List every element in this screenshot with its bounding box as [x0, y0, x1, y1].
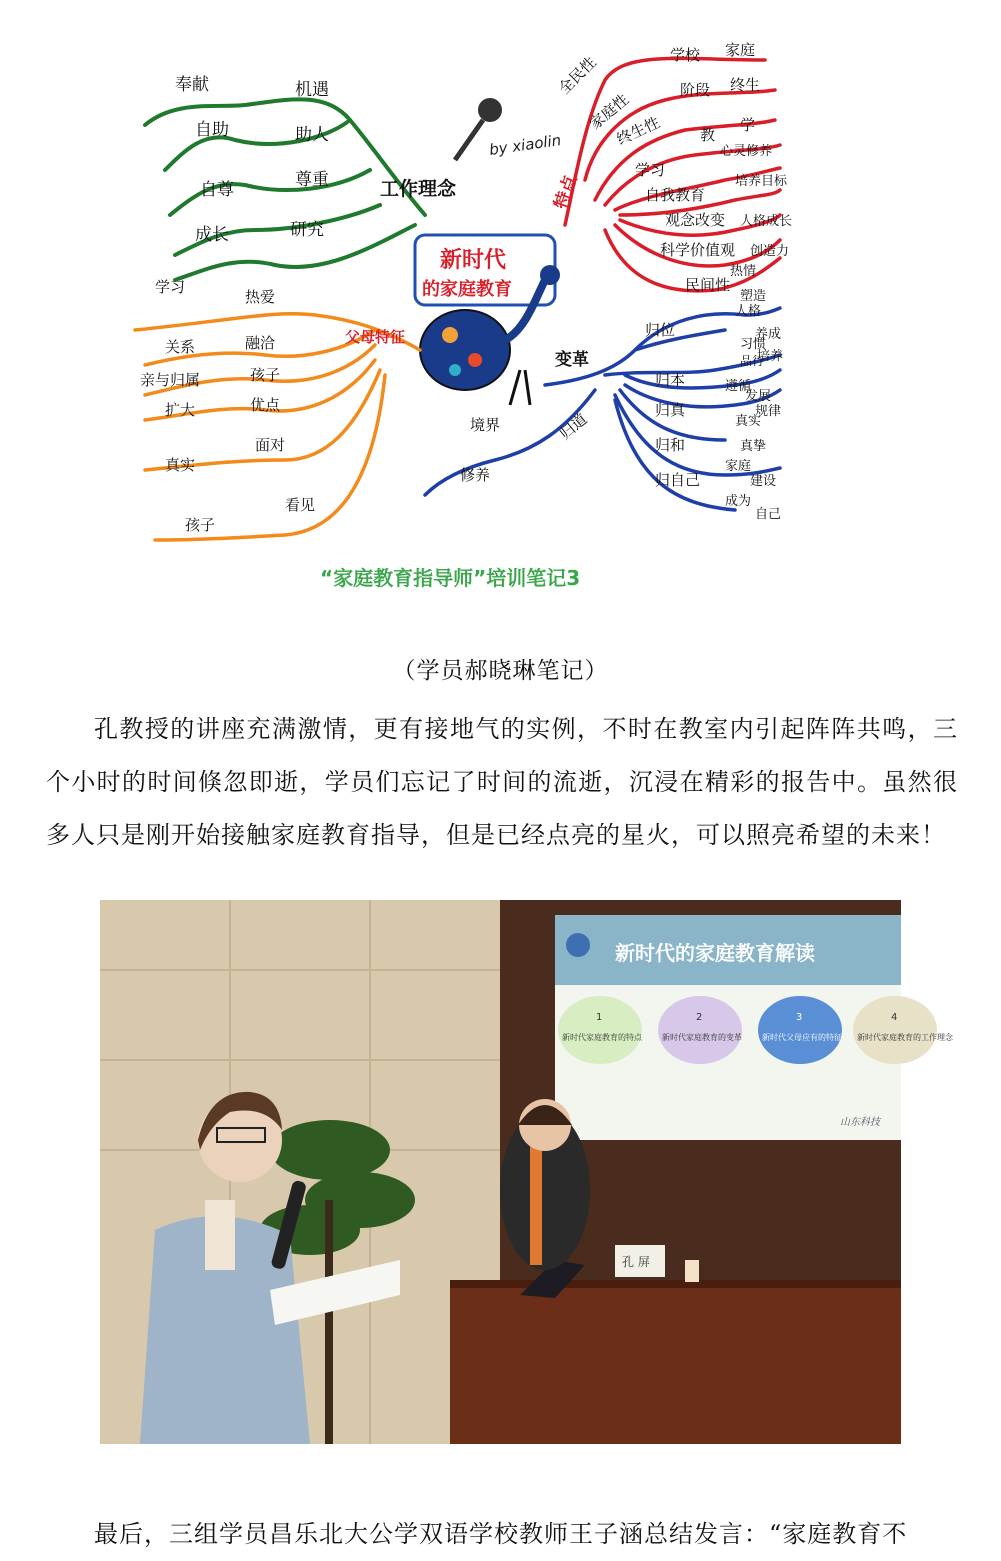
parents-word: 面对 [255, 436, 286, 454]
work-word: 自助 [195, 120, 229, 140]
traits-word: 科学价值观 [660, 241, 736, 259]
work-word: 机遇 [295, 80, 329, 100]
svg-text:山东科技: 山东科技 [840, 1117, 880, 1128]
lecture-photo [100, 900, 953, 1444]
cup-illustration [685, 1260, 699, 1282]
change-word: 归道 [556, 409, 591, 444]
svg-text:孔 屏: 孔 屏 [622, 1255, 650, 1269]
change-word: 人格 [735, 304, 762, 319]
change-word: 习惯 [740, 337, 767, 352]
svg-text:新时代家庭教育的工作理念: 新时代家庭教育的工作理念 [857, 1033, 953, 1042]
change-word: 归自己 [655, 471, 701, 489]
traits-word: 自我教育 [645, 186, 706, 204]
change-word: 规律 [755, 404, 782, 419]
traits-word: 观念改变 [665, 211, 726, 229]
change-word: 真挚 [740, 439, 767, 454]
change-word: 塑造 [740, 289, 767, 304]
parents-word: 孩子 [185, 516, 216, 534]
traits-word: 民间性 [685, 276, 731, 294]
parents-word: 关系 [165, 338, 196, 356]
parents-word: 优点 [250, 396, 281, 414]
image-caption: （学员郝晓琳笔记） [392, 658, 609, 684]
traits-word: 教 [700, 126, 716, 144]
slide-item [758, 996, 842, 1064]
change-word: 遵循 [725, 379, 752, 394]
traits-word: 学 [740, 116, 756, 134]
svg-text:新时代的家庭教育解读: 新时代的家庭教育解读 [615, 941, 815, 965]
svg-text:3: 3 [796, 1012, 803, 1023]
change-word: 归本 [655, 371, 686, 389]
traits-word: 人格成长 [740, 214, 793, 229]
parents-word: 亲与归属 [140, 371, 201, 389]
mindmap-footer: “家庭教育指导师”培训笔记3 [320, 566, 581, 590]
parents-word: 看见 [285, 496, 316, 514]
change-word: 修养 [460, 466, 491, 484]
projector-slide [555, 915, 954, 1140]
change-word: 培养 [757, 349, 784, 364]
work-word: 助人 [295, 125, 329, 145]
change-word: 发展 [745, 389, 772, 404]
traits-word: 心灵修养 [720, 144, 773, 159]
traits-word: 家庭 [725, 41, 756, 59]
signature: by xiaolin [488, 131, 563, 159]
change-word: 归和 [655, 436, 686, 454]
work-label: 工作理念 [380, 178, 457, 200]
change-word: 品行 [740, 354, 765, 368]
svg-text:新时代家庭教育的特点: 新时代家庭教育的特点 [562, 1033, 642, 1042]
traits-word: 全民性 [555, 53, 600, 98]
change-word: 家庭 [725, 459, 752, 474]
slide-item [658, 996, 742, 1064]
parents-word: 融洽 [245, 334, 276, 352]
traits-word: 学习 [635, 161, 666, 179]
traits-word: 家庭性 [586, 90, 633, 134]
parents-word: 热爱 [245, 288, 276, 306]
work-word: 尊重 [295, 170, 329, 190]
traits-word: 热情 [730, 264, 757, 279]
svg-text:新时代家庭教育的变革: 新时代家庭教育的变革 [662, 1033, 742, 1042]
svg-text:1: 1 [596, 1012, 603, 1023]
svg-text:新时代: 新时代 [440, 248, 507, 273]
podium-desk [450, 1285, 901, 1444]
parents-word: 学习 [155, 278, 186, 296]
parents-word: 扩大 [165, 401, 196, 419]
mind-map-image [125, 30, 793, 630]
nameplate [615, 1245, 665, 1277]
svg-text:的家庭教育: 的家庭教育 [422, 279, 512, 300]
traits-word: 学校 [670, 46, 701, 64]
traits-word: 终生性 [614, 113, 663, 149]
change-word: 归位 [645, 321, 676, 339]
change-word: 自己 [755, 507, 782, 522]
body-paragraph: 孔教授的讲座充满激情，更有接地气的实例，不时在教室内引起阵阵共鸣，三个小时的时间倏忽即逝，学员们忘记了时间的流逝，沉浸在精彩的报告中。虽然很多人只是刚开始接触家庭教育指导，但是已经点亮的星火，可以照亮希望的未来！ [46, 715, 958, 849]
work-word: 研究 [290, 220, 324, 240]
change-word: 成为 [725, 494, 752, 509]
parents-word: 孩子 [250, 366, 281, 384]
change-word: 归真 [655, 401, 686, 419]
work-word: 成长 [195, 225, 229, 245]
work-word: 奉献 [175, 75, 209, 95]
traits-word: 终生 [730, 76, 761, 94]
svg-text:2: 2 [696, 1012, 703, 1023]
svg-text:4: 4 [891, 1012, 898, 1023]
change-word: 境界 [470, 416, 501, 434]
svg-text:新时代父母应有的特征: 新时代父母应有的特征 [762, 1033, 842, 1042]
closing-paragraph: 最后，三组学员昌乐北大公学双语学校教师王子涵总结发言：“家庭教育不 [94, 1520, 908, 1548]
traits-word: 阶段 [680, 81, 711, 99]
parents-word: 真实 [165, 456, 196, 474]
traits-word: 创造力 [750, 244, 790, 259]
change-word: 真实 [735, 414, 762, 429]
change-word: 养成 [755, 327, 782, 342]
work-word: 自尊 [200, 180, 234, 200]
traits-label: 特点 [550, 172, 582, 212]
traits-word: 培养目标 [735, 174, 788, 189]
change-label: 变革 [555, 350, 589, 370]
parents-label: 父母特征 [345, 328, 406, 346]
change-word: 建设 [750, 474, 777, 489]
slide-item [853, 996, 954, 1064]
